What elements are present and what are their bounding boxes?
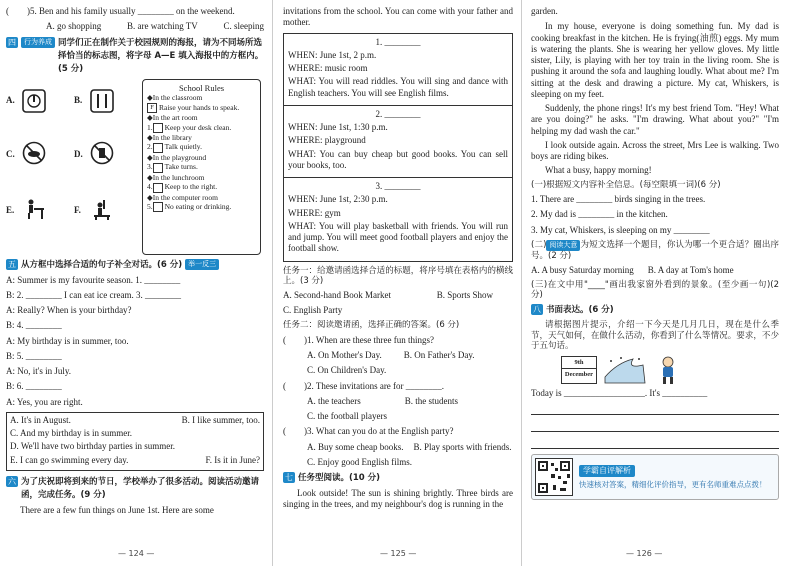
- invitation-when: WHEN: June 1st, 2:30 p.m.: [288, 194, 388, 205]
- mcq-1: [283, 335, 513, 377]
- option-f: F. Is it in June?: [205, 454, 260, 465]
- self-check-subtitle: 快速核对答案，精细化评价指导，更有名师重难点点拨！: [579, 479, 767, 489]
- story-paragraph: What a busy, happy morning!: [545, 165, 652, 176]
- mcq-option: B. the students: [404, 395, 458, 406]
- rule-num: 1.: [147, 122, 153, 132]
- school-rules-list: [143, 93, 260, 212]
- writing-line[interactable]: [531, 437, 779, 449]
- writing-line[interactable]: [531, 403, 779, 415]
- invitation-title-blank: 2. ________: [375, 108, 421, 119]
- writing-task: 请根据图片提示，介绍一下今天是几月几日，现在是什么季节，天气如何，在做什么活动，你看到了什么等情况。要求，不少于五句话。: [531, 320, 779, 352]
- school-rules-title: School Rules: [178, 82, 225, 93]
- child-playing-icon: [653, 355, 683, 385]
- sign-c-no-eating-icon: [22, 141, 46, 165]
- subtask-1-instruction: (一)根据短文内容补全信息。(每空限填一词)(6 分): [531, 179, 721, 190]
- writing-pictures: [561, 355, 779, 385]
- dialogue-line: A: My birthday is in summer, too.: [6, 335, 129, 346]
- subtask-2: (二) 阅读大意 为短文选择一个题目，你认为哪一个更合适？圈出序号。(2 分): [531, 239, 779, 261]
- diamond-icon: ◆: [147, 192, 153, 202]
- rule-row: [147, 153, 260, 163]
- answer-box-1[interactable]: [153, 123, 163, 133]
- rule-num: 3.: [147, 162, 153, 172]
- mcq-question: ( )2. These invitations are for ________.: [283, 380, 445, 391]
- rule-row: [147, 162, 260, 172]
- sign-a-quiet-icon: [22, 89, 46, 113]
- writing-line[interactable]: [531, 420, 779, 432]
- self-check-title: 学霸自评解析: [579, 465, 635, 477]
- title-option-a[interactable]: A. A busy Saturday morning: [531, 264, 634, 275]
- page-number-125: — 125 —: [380, 549, 417, 558]
- mcq-option: C. the football players: [307, 411, 387, 422]
- section-4-badge: 四: [8, 37, 16, 47]
- diamond-icon: ◆: [147, 93, 153, 103]
- q5-stem: ( )5. Ben and his family usually ________ on the weekend.: [6, 6, 235, 16]
- option-e: E. I can go swimming every day.: [10, 454, 129, 465]
- rule-text: Raise your hands to speak.: [159, 102, 240, 112]
- section-7-badge: 七: [285, 473, 293, 483]
- invitation-intro: invitations from the school. You can come with your father and mother.: [283, 6, 513, 28]
- q5-option-c: C. sleeping: [223, 21, 264, 32]
- section-7-header: [283, 472, 513, 485]
- passage-start: There are a few fun things on June 1st. Here are some: [20, 504, 214, 515]
- option-row: [10, 428, 260, 439]
- snow-scene-icon: [603, 355, 647, 385]
- mcq-options: [283, 442, 513, 453]
- rule-place: In the playground: [152, 152, 207, 162]
- option-row: [10, 441, 260, 452]
- task-1-instruction: 任务一：给邀请函选择合适的标题，将序号填在表格内的横线上。(3 分): [283, 265, 513, 287]
- rule-row: [147, 182, 260, 192]
- story-paragraph: Suddenly, the phone rings! It's my best friend Tom. "Hey! What are you doing?" he asks. "I'm drawing. What about you?" "I'm helping my dad wash the car.": [531, 103, 779, 136]
- q5-option-a: A. go shopping: [46, 21, 102, 32]
- invitation-3: [284, 178, 512, 261]
- invitation-where: WHERE: playground: [288, 135, 366, 146]
- page-126: [531, 6, 779, 500]
- fill-blank-3: 3. My cat, Whiskers, is sleeping on my ________: [531, 224, 710, 235]
- option-a: A. It's in August.: [10, 414, 71, 425]
- self-check-text: [579, 465, 767, 489]
- column-divider-1: [272, 0, 273, 566]
- rule-num: 2.: [147, 142, 153, 152]
- mcq-option: A. Buy some cheap books.: [307, 441, 404, 452]
- invitation-what: WHAT: You will read riddles. You will sing and dance with English teachers. You will see English films.: [288, 76, 508, 98]
- sign-label-a: A.: [6, 94, 15, 105]
- rule-text: No eating or drinking.: [164, 202, 232, 212]
- story-paragraph: I look outside again. Across the street, Mrs Lee is walking. Two boys are riding bikes.: [531, 139, 779, 161]
- mcq-question: ( )3. What can you do at the English party?: [283, 426, 454, 437]
- subtask-2-tag: 阅读大意: [546, 240, 580, 251]
- section-6-instruction: 为了庆祝即将到来的节日，学校举办了很多活动。阅读活动邀请函，完成任务。(9 分): [21, 476, 260, 500]
- school-rules-poster: [142, 79, 261, 255]
- dialogue-line: A: Yes, you are right.: [6, 396, 83, 407]
- option-row: [10, 415, 260, 426]
- signs-area: [6, 79, 264, 255]
- subtask-3-instruction: (三)在文中用"____"画出我家窗外看到的景象。(至少画一句)(2 分): [531, 279, 779, 301]
- invitation-when: WHEN: June 1st, 2 p.m.: [288, 49, 377, 60]
- rule-row: [147, 103, 260, 113]
- sign-f-raise-hand-icon: [90, 197, 114, 221]
- rule-place: In the lunchroom: [152, 172, 205, 182]
- rule-place: In the classroom: [152, 93, 203, 103]
- mcq-option: A. On Mother's Day.: [307, 350, 382, 361]
- section-8-badge: 八: [533, 305, 541, 314]
- dialogue-line: B: 2. ________ I can eat ice cream. 3. ________: [6, 289, 181, 300]
- section-7-instruction: 任务型阅读。(10 分): [298, 473, 381, 484]
- rule-place: In the library: [152, 132, 192, 142]
- mcq-option: C. On Children's Day.: [307, 365, 387, 376]
- section-5-instruction: 从方框中选择合适的句子补全对话。(6 分): [21, 259, 183, 270]
- qr-code-icon[interactable]: [535, 458, 573, 496]
- sign-label-c: C.: [6, 148, 15, 159]
- answer-box-5[interactable]: [153, 202, 163, 212]
- rule-row: [147, 173, 260, 183]
- q5-options: [6, 21, 264, 32]
- answer-box-3[interactable]: [153, 163, 163, 173]
- section-6-header: [6, 476, 264, 502]
- sign-label-d: D.: [74, 148, 83, 159]
- title-options: [531, 265, 779, 276]
- answer-box-2[interactable]: [153, 143, 163, 153]
- rule-row: [147, 123, 260, 133]
- rule-row: [147, 93, 260, 103]
- mcq-option: B. On Father's Day.: [403, 350, 475, 361]
- answer-box-4[interactable]: [153, 183, 163, 193]
- invitation-2: [284, 106, 512, 178]
- invitation-what: WHAT: You will play basketball with friends. You will run and jump. You will meet good football players and enjoy the football show.: [288, 220, 508, 254]
- dialogue-line: A: Really? When is your birthday?: [6, 305, 132, 315]
- section-5-header: [6, 259, 264, 272]
- story-start: Look outside! The sun is shining brightly. Three birds are singing in the trees, and my neighbour's dog is running in the: [283, 488, 513, 510]
- section-5-badge: 五: [8, 259, 16, 269]
- diamond-icon: ◆: [147, 172, 153, 182]
- dialogue: [6, 275, 264, 408]
- fill-blank-2: 2. My dad is ________ in the kitchen.: [531, 209, 668, 220]
- invitation-where: WHERE: gym: [288, 207, 341, 218]
- section-5-tag: 举一反三: [185, 259, 219, 270]
- rule-row: [147, 202, 260, 212]
- mcq-options: [283, 350, 513, 361]
- story-paragraph: In my house, everyone is doing something fun. My dad is cooking breakfast in the kitchen. He is frying(油煎) eggs. My mum is watering the plants. She is wearing her yellow gloves. My little sister, Lily, is playing with her toy train in the living room. She is pushing it around the sofa and laughing loudly. What about me? I'm sitting at the desk and drawing a picture. My cat, Whiskers, is sleeping on my feet.: [531, 21, 779, 99]
- rule-place: In the computer room: [152, 192, 218, 202]
- invitation-1: [284, 34, 512, 106]
- dialogue-line: B: 5. ________: [6, 350, 62, 361]
- invitation-what: WHAT: You can buy cheap but good books. You can sell your books, too.: [288, 148, 508, 170]
- section-4-header: [6, 37, 264, 76]
- calendar-month: December: [564, 370, 594, 378]
- rule-text: Talk quietly.: [164, 142, 202, 152]
- story-line: garden.: [531, 6, 558, 16]
- page-number-124: — 124 —: [118, 549, 155, 558]
- option-d: D. We'll have two birthday parties in summer.: [10, 441, 175, 452]
- page-124: [6, 6, 264, 519]
- mcq-question: ( )1. When are these three fun things?: [283, 334, 435, 345]
- page-number-126: — 126 —: [626, 549, 663, 558]
- fill-blank-1: 1. There are ________ birds singing in the trees.: [531, 194, 706, 205]
- diamond-icon: ◆: [147, 132, 153, 142]
- dialogue-line: A: Summer is my favourite season. 1. ________: [6, 274, 181, 285]
- subtask-2-instruction: 为短文选择一个题目，你认为哪一个更合适？圈出序号。(2 分): [531, 239, 779, 261]
- rule-text: Take turns.: [164, 162, 198, 172]
- rule-place: In the art room: [152, 113, 198, 122]
- option-b: B. I like summer, too.: [181, 414, 260, 425]
- rule-text: Keep your desk clean.: [164, 122, 232, 132]
- self-check-banner: [531, 454, 779, 500]
- invitation-where: WHERE: music room: [288, 63, 368, 73]
- mcq-option: A. the teachers: [307, 395, 361, 406]
- task-2-instruction: 任务二：阅读邀请函，选择正确的答案。(6 分): [283, 320, 460, 331]
- section-6-badge: 六: [8, 476, 16, 486]
- mcq-3: [283, 426, 513, 468]
- invitation-when: WHEN: June 1st, 1:30 p.m.: [288, 122, 388, 132]
- column-divider-2: [521, 0, 522, 566]
- diamond-icon: ◆: [147, 152, 153, 162]
- section-8-header: [531, 304, 779, 317]
- invitations-table: [283, 33, 513, 262]
- invitation-title-blank: 3. ________: [375, 181, 421, 191]
- rule-row: [147, 193, 260, 203]
- mcq-option: C. Enjoy good English films.: [307, 456, 413, 467]
- dialogue-line: B: 6. ________: [6, 381, 62, 392]
- rule-row: [147, 142, 260, 152]
- sign-b-keep-right-icon: [90, 89, 114, 113]
- sign-label-b: B.: [74, 94, 83, 105]
- dialogue-line: A: No, it's in July.: [6, 366, 72, 376]
- q5-option-b: B. are watching TV: [126, 21, 198, 32]
- mcq-option: B. Play sports with friends.: [413, 441, 512, 452]
- dialogue-line: B: 4. ________: [6, 320, 62, 331]
- diamond-icon: ◆: [147, 113, 153, 122]
- options-box: [6, 412, 264, 471]
- task-1-option-c: C. English Party: [283, 305, 343, 315]
- calendar-icon: [561, 356, 597, 384]
- sign-label-f: F.: [74, 204, 81, 215]
- task-1-option-a: A. Second-hand Book Market: [283, 289, 391, 300]
- option-c: C. And my birthday is in summer.: [10, 428, 133, 438]
- sign-d-no-drinking-icon: [90, 141, 114, 165]
- rule-box: F: [147, 103, 157, 113]
- rule-row: [147, 133, 260, 143]
- rule-num: 4.: [147, 182, 153, 192]
- title-option-b[interactable]: B. A day at Tom's home: [647, 264, 734, 275]
- section-8-instruction: 书面表达。(6 分): [546, 305, 614, 315]
- mcq-options: [283, 396, 513, 407]
- page-125: [283, 6, 513, 514]
- task-1-option-b: B. Sports Show: [436, 289, 493, 300]
- rule-row: [147, 113, 260, 123]
- section-4-instruction: 同学们正在制作关于校园规则的海报，请为不同场所选择恰当的标志图，将字母 A—E 填入海报中的方框内。(5 分): [58, 37, 264, 74]
- sign-e-desk-icon: [22, 197, 46, 221]
- mcq-2: [283, 381, 513, 423]
- rule-text: Keep to the right.: [164, 182, 218, 192]
- section-4-tag: 行为养成: [21, 37, 55, 48]
- sign-label-e: E.: [6, 204, 15, 215]
- invitation-title-blank: 1. ________: [375, 36, 421, 47]
- task-1-options: [283, 290, 513, 301]
- rule-num: 5.: [147, 202, 153, 212]
- calendar-day: 9th: [562, 357, 596, 369]
- option-row: [10, 455, 260, 466]
- writing-start-line: Today is __________________. It's __________: [531, 387, 708, 398]
